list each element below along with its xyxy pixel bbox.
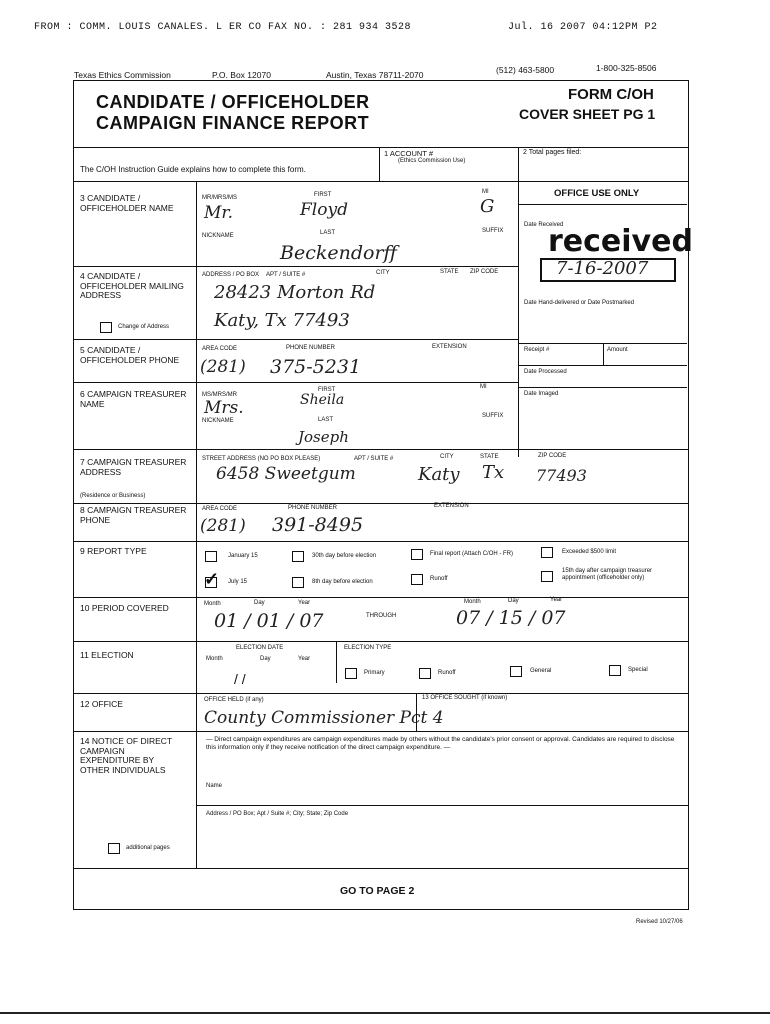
- rule: [73, 868, 688, 869]
- s7-zip-label: ZIP CODE: [538, 453, 567, 459]
- s11-date-label: ELECTION DATE: [236, 645, 284, 651]
- rule: [518, 365, 687, 366]
- s8-phone-value: 391-8495: [272, 514, 364, 536]
- account-label: 1 ACCOUNT #: [384, 149, 434, 158]
- section-3-label: 3 CANDIDATE / OFFICEHOLDER NAME: [80, 193, 174, 213]
- received-date: 7-16-2007: [556, 258, 649, 279]
- rule: [73, 449, 688, 450]
- election-general-checkbox[interactable]: [510, 666, 522, 677]
- s10-from-date: 01 / 01 / 07: [214, 610, 324, 632]
- report-30th-checkbox[interactable]: [292, 551, 304, 562]
- s5-area-value: (281): [200, 357, 246, 377]
- s3-suffix-label: SUFFIX: [482, 228, 504, 234]
- s10-year2-label: Year: [550, 597, 563, 603]
- report-final-label: Final report (Attach C/OH - FR): [430, 551, 514, 557]
- instruction-text: The C/OH Instruction Guide explains how to complete this form.: [80, 165, 306, 174]
- form-title-line1: CANDIDATE / OFFICEHOLDER: [96, 92, 370, 112]
- s11-date-slashes: / /: [234, 671, 246, 687]
- s6-last-label: LAST: [318, 417, 334, 423]
- s6-prefix-value: Mrs.: [204, 398, 244, 418]
- rule: [73, 731, 688, 732]
- report-jan15-checkbox[interactable]: [205, 551, 217, 562]
- election-primary-label: Primary: [364, 670, 385, 676]
- report-runoff-label: Runoff: [430, 576, 448, 582]
- s14-notice-text: — Direct campaign expenditures are campaign expenditures made by others without the candidate's prior consent or approval. Candidates are required to disclose this information only if they receive notification of the direct campaign expenditure. —: [206, 736, 675, 751]
- go-to-page-2: GO TO PAGE 2: [340, 885, 415, 897]
- rule: [196, 805, 688, 806]
- section-5-label: 5 CANDIDATE / OFFICEHOLDER PHONE: [80, 345, 180, 365]
- report-30th-label: 30th day before election: [312, 553, 377, 559]
- s7-state-value: Tx: [482, 462, 505, 483]
- rule: [73, 181, 688, 182]
- election-runoff-checkbox[interactable]: [419, 668, 431, 679]
- s8-ext-label: EXTENSION: [434, 503, 469, 509]
- s7-zip-value: 77493: [536, 466, 587, 485]
- s4-city-label: CITY: [376, 270, 390, 276]
- report-15th-checkbox[interactable]: [541, 571, 553, 582]
- report-jan15-label: January 15: [228, 553, 258, 559]
- form-title-line2: CAMPAIGN FINANCE REPORT: [96, 113, 370, 133]
- rule: [73, 382, 518, 383]
- rule: [518, 204, 687, 205]
- agency-po-box: P.O. Box 12070: [212, 70, 271, 80]
- s3-last-label: LAST: [320, 230, 336, 236]
- s7-city-label: CITY: [440, 454, 454, 460]
- s14-address-labels: Address / PO Box; Apt / Suite #; City; State; Zip Code: [206, 811, 349, 817]
- report-15th-label: 15th day after campaign treasurer appointment (officeholder only): [562, 568, 653, 581]
- date-processed-label: Date Processed: [524, 369, 567, 375]
- rule: [518, 181, 519, 457]
- agency-toll-free: 1-800-325-8506: [596, 63, 657, 73]
- s6-mi-label: MI: [480, 384, 487, 390]
- election-general-label: General: [530, 668, 552, 674]
- s7-state-label: STATE: [480, 454, 499, 460]
- section-7-label: 7 CAMPAIGN TREASURER ADDRESS: [80, 457, 187, 477]
- s4-city-state-zip-value: Katy, Tx 77493: [214, 310, 350, 331]
- section-6-label: 6 CAMPAIGN TREASURER NAME: [80, 389, 187, 409]
- s7-city-value: Katy: [418, 464, 460, 485]
- report-exceeded-label: Exceeded $500 limit: [562, 549, 617, 555]
- s10-through-label: THROUGH: [366, 613, 397, 619]
- report-jul15-checkmark: ✓: [204, 569, 220, 589]
- s5-area-label: AREA CODE: [202, 346, 238, 352]
- s11-type-label: ELECTION TYPE: [344, 645, 392, 651]
- section-8-label: 8 CAMPAIGN TREASURER PHONE: [80, 505, 187, 525]
- s4-apt-label: APT / SUITE #: [266, 272, 306, 278]
- s11-day-label: Day: [260, 656, 271, 662]
- scan-edge: [0, 1012, 770, 1014]
- election-special-label: Special: [628, 667, 648, 673]
- s4-state-label: STATE: [440, 269, 459, 275]
- additional-pages-checkbox[interactable]: [108, 843, 120, 854]
- s4-zip-label: ZIP CODE: [470, 269, 499, 275]
- s6-nickname-label: NICKNAME: [202, 418, 234, 424]
- rule: [73, 503, 688, 504]
- s3-mi-value: G: [480, 196, 495, 217]
- s7-street-label: STREET ADDRESS (NO PO BOX PLEASE): [202, 456, 321, 462]
- s10-month-label: Month: [204, 601, 221, 607]
- s12-held-label: OFFICE HELD (if any): [204, 697, 264, 703]
- s14-name-label: Name: [206, 783, 223, 789]
- rule: [518, 147, 519, 181]
- section-9-label: 9 REPORT TYPE: [80, 546, 147, 556]
- report-8th-checkbox[interactable]: [292, 577, 304, 588]
- received-stamp: received: [548, 224, 693, 259]
- s8-area-value: (281): [200, 516, 246, 536]
- additional-pages-label: additional pages: [126, 845, 170, 851]
- election-primary-checkbox[interactable]: [345, 668, 357, 679]
- report-8th-label: 8th day before election: [312, 579, 373, 585]
- s5-ext-label: EXTENSION: [432, 344, 467, 350]
- s10-day-label: Day: [254, 600, 265, 606]
- s10-year-label: Year: [298, 600, 311, 606]
- office-use-label: OFFICE USE ONLY: [554, 188, 640, 199]
- s6-first-label: FIRST: [318, 387, 336, 393]
- section-14-label: 14 NOTICE OF DIRECT CAMPAIGN EXPENDITURE BY OTHER INDIVIDUALS: [80, 736, 172, 775]
- s7-street-value: 6458 Sweetgum: [216, 464, 356, 484]
- rule: [73, 693, 688, 694]
- s6-last-value: Joseph: [298, 428, 349, 446]
- report-runoff-checkbox[interactable]: [411, 574, 423, 585]
- section-4-label: 4 CANDIDATE / OFFICEHOLDER MAILING ADDRESS: [80, 271, 184, 300]
- agency-phone: (512) 463-5800: [496, 65, 555, 75]
- s3-first-value: Floyd: [300, 200, 348, 220]
- rule: [379, 147, 380, 181]
- s4-street-value: 28423 Morton Rd: [214, 282, 376, 303]
- rule: [73, 266, 518, 267]
- s5-phone-value: 375-5231: [270, 356, 362, 378]
- form-code: FORM C/OH: [568, 86, 654, 103]
- s11-month-label: Month: [206, 656, 223, 662]
- report-exceeded-checkbox[interactable]: [541, 547, 553, 558]
- election-runoff-label: Runoff: [438, 670, 456, 676]
- revised-date: Revised 10/27/06: [636, 919, 683, 925]
- fax-sender-line: FROM : COMM. LOUIS CANALES. L ER CO FAX NO. : 281 934 3528: [34, 22, 412, 33]
- s4-address-label: ADDRESS / PO BOX: [202, 272, 260, 278]
- rule: [73, 339, 518, 340]
- rule: [73, 641, 688, 642]
- s6-prefix-label: MS/MRS/MR: [202, 392, 237, 398]
- s10-day2-label: Day: [508, 598, 519, 604]
- s5-phone-label: PHONE NUMBER: [286, 345, 336, 351]
- rule: [73, 597, 688, 598]
- s12-held-value: County Commissioner Pct 4: [204, 708, 444, 728]
- rule: [603, 343, 604, 365]
- s3-prefix-label: MR/MRS/MS: [202, 195, 237, 201]
- s11-year-label: Year: [298, 656, 311, 662]
- s3-last-value: Beckendorff: [280, 242, 397, 264]
- hand-delivered-label: Date Hand-delivered or Date Postmarked: [524, 300, 635, 306]
- s7-apt-label: APT / SUITE #: [354, 456, 394, 462]
- s8-phone-label: PHONE NUMBER: [288, 505, 338, 511]
- cover-sheet-label: COVER SHEET PG 1: [519, 106, 656, 122]
- report-final-checkbox[interactable]: [411, 549, 423, 560]
- change-of-address-checkbox[interactable]: [100, 322, 112, 333]
- section-10-label: 10 PERIOD COVERED: [80, 603, 169, 613]
- change-of-address-label: Change of Address: [118, 324, 170, 330]
- rule: [196, 181, 197, 868]
- s10-to-date: 07 / 15 / 07: [456, 607, 566, 629]
- section-12-label: 12 OFFICE: [80, 699, 123, 709]
- report-jul15-label: July 15: [228, 579, 248, 585]
- amount-label: Amount: [607, 347, 628, 353]
- s3-first-label: FIRST: [314, 192, 332, 198]
- fax-date-line: Jul. 16 2007 04:12PM P2: [508, 22, 658, 33]
- s3-mi-label: MI: [482, 189, 489, 195]
- total-pages-label: 2 Total pages filed:: [523, 149, 582, 156]
- s3-nickname-label: NICKNAME: [202, 233, 234, 239]
- agency-name: Texas Ethics Commission: [74, 70, 171, 80]
- section-13-label: 13 OFFICE SOUGHT (if known): [422, 695, 508, 701]
- s6-suffix-label: SUFFIX: [482, 413, 504, 419]
- rule: [518, 387, 687, 388]
- rule: [73, 147, 688, 148]
- date-received-label: Date Received: [524, 222, 564, 228]
- rule: [336, 641, 337, 683]
- s8-area-label: AREA CODE: [202, 506, 238, 512]
- section-7-sub: (Residence or Business): [80, 493, 146, 499]
- s3-prefix-value: Mr.: [204, 203, 234, 223]
- rule: [416, 693, 417, 731]
- rule: [73, 541, 688, 542]
- section-11-label: 11 ELECTION: [80, 650, 134, 660]
- agency-city: Austin, Texas 78711-2070: [326, 70, 424, 80]
- s10-month2-label: Month: [464, 599, 481, 605]
- election-special-checkbox[interactable]: [609, 665, 621, 676]
- account-sub: (Ethics Commission Use): [398, 158, 466, 164]
- date-imaged-label: Date Imaged: [524, 391, 559, 397]
- s6-first-value: Sheila: [300, 392, 345, 408]
- receipt-label: Receipt #: [524, 347, 550, 353]
